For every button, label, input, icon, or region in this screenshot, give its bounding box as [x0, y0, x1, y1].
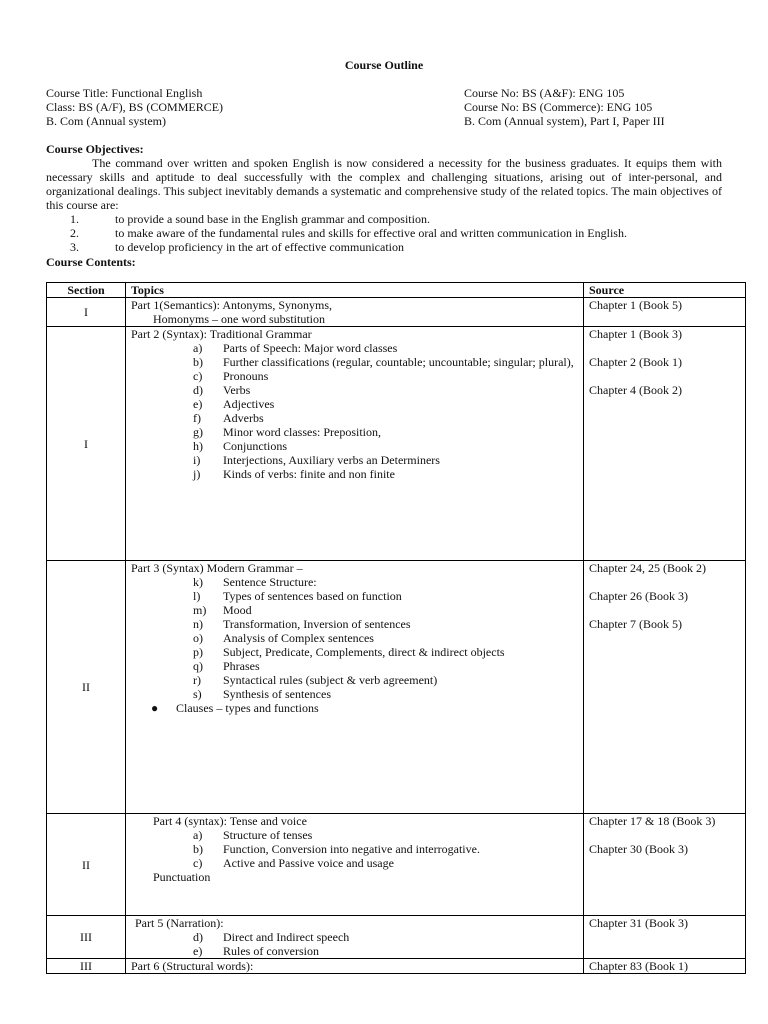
item-text: Interjections, Auxiliary verbs an Determiners	[223, 453, 440, 467]
objective-number: 3.	[70, 240, 79, 254]
source-line: Chapter 26 (Book 3)	[589, 589, 688, 603]
item-text: Function, Conversion into negative and interrogative.	[223, 842, 480, 856]
item-letter: s)	[193, 687, 202, 701]
header-topics: Topics	[126, 283, 584, 298]
objectives-heading: Course Objectives:	[46, 142, 144, 156]
class-line: Class: BS (A/F), BS (COMMERCE)	[46, 100, 224, 114]
table-row	[47, 327, 746, 561]
source-line: Chapter 1 (Book 3)	[589, 327, 682, 341]
item-text: Minor word classes: Preposition,	[223, 425, 381, 439]
source-cell	[584, 327, 746, 561]
topics-cell	[126, 298, 584, 327]
item-text: Verbs	[223, 383, 251, 397]
topic-item	[131, 425, 578, 439]
section-cell: III	[47, 916, 126, 959]
topic-item	[131, 617, 578, 631]
part-title: Part 6 (Structural words):	[131, 959, 254, 973]
topic-item	[131, 842, 578, 856]
topics-cell	[126, 814, 584, 916]
item-letter: b)	[193, 842, 203, 856]
item-text: Direct and Indirect speech	[223, 930, 350, 944]
topic-item	[131, 383, 578, 397]
objective-item	[46, 212, 722, 226]
item-text: Clauses – types and functions	[176, 701, 319, 715]
topic-item	[131, 930, 578, 944]
item-text: Synthesis of sentences	[223, 687, 331, 701]
item-letter: q)	[193, 659, 203, 673]
topic-item	[131, 341, 578, 355]
part-title: Part 5 (Narration):	[135, 916, 224, 930]
item-letter: e)	[193, 944, 203, 958]
topic-item	[131, 589, 578, 603]
item-text: Parts of Speech: Major word classes	[223, 341, 398, 355]
part-title: Part 3 (Syntax) Modern Grammar –	[131, 561, 303, 575]
item-text: Subject, Predicate, Complements, direct & indirect objects	[223, 645, 505, 659]
item-text: Types of sentences based on function	[223, 589, 402, 603]
course-no-commerce-line: Course No: BS (Commerce): ENG 105	[464, 100, 653, 114]
source-line: Chapter 2 (Book 1)	[589, 355, 682, 369]
item-text: Adjectives	[223, 397, 275, 411]
topic-item	[131, 355, 578, 369]
table-row	[47, 814, 746, 916]
item-letter: g)	[193, 425, 203, 439]
objective-text: to develop proficiency in the art of effective communication	[115, 240, 405, 254]
objective-number: 1.	[70, 212, 79, 226]
header-source: Source	[584, 283, 746, 298]
topics-cell	[126, 916, 584, 959]
table-row	[47, 916, 746, 959]
bullet-icon: ●	[151, 701, 159, 715]
item-text: Analysis of Complex sentences	[223, 631, 374, 645]
item-letter: f)	[193, 411, 201, 425]
topics-cell	[126, 327, 584, 561]
item-text: Pronouns	[223, 369, 269, 383]
table-header-row	[47, 283, 746, 298]
source-line: Chapter 30 (Book 3)	[589, 842, 688, 856]
item-letter: p)	[193, 645, 203, 659]
item-letter: k)	[193, 575, 203, 589]
source-line: Chapter 17 & 18 (Book 3)	[589, 814, 716, 828]
topic-item	[131, 944, 578, 958]
objectives-paragraph: The command over written and spoken English is now considered a necessity for the business graduates. It equips them with necessary skills and aptitude to deal successfully with the complex and challenging situations, arising out of inter-personal, and organizational dealings. This subject inevitably demands a systematic and comprehensive study of the related topics. The main objectives of this course are:	[46, 156, 722, 212]
topic-item	[131, 645, 578, 659]
course-meta-right	[464, 86, 665, 128]
topic-item	[131, 439, 578, 453]
table-row	[47, 959, 746, 974]
source-cell	[584, 814, 746, 916]
item-text: Phrases	[223, 659, 260, 673]
system-line: B. Com (Annual system)	[46, 114, 166, 128]
course-objectives	[46, 142, 722, 254]
topic-item	[131, 603, 578, 617]
part-title: Part 1(Semantics): Antonyms, Synonyms,	[131, 298, 332, 312]
item-letter: o)	[193, 631, 203, 645]
item-letter: a)	[193, 341, 203, 355]
topic-item	[131, 411, 578, 425]
item-letter: d)	[193, 930, 203, 944]
part-title-continued: Homonyms – one word substitution	[153, 312, 326, 326]
section-cell: II	[47, 814, 126, 916]
objective-text: to provide a sound base in the English grammar and composition.	[115, 212, 430, 226]
header-section: Section	[47, 283, 126, 298]
item-text: Transformation, Inversion of sentences	[223, 617, 411, 631]
item-letter: n)	[193, 617, 203, 631]
course-contents-table	[46, 282, 746, 974]
source-cell	[584, 561, 746, 814]
part-title: Part 4 (syntax): Tense and voice	[153, 814, 307, 828]
contents-heading: Course Contents:	[46, 255, 136, 269]
item-text: Active and Passive voice and usage	[223, 856, 394, 870]
course-no-af-line: Course No: BS (A&F): ENG 105	[464, 86, 625, 100]
objective-item	[46, 226, 722, 240]
item-letter: e)	[193, 397, 203, 411]
item-letter: c)	[193, 369, 203, 383]
item-letter: m)	[193, 603, 207, 617]
source-line: Chapter 4 (Book 2)	[589, 383, 682, 397]
item-text: Rules of conversion	[223, 944, 319, 958]
paper-line: B. Com (Annual system), Part I, Paper III	[464, 114, 665, 128]
topic-item	[131, 575, 578, 589]
section-cell: I	[47, 298, 126, 327]
table-row	[47, 561, 746, 814]
source-line: Chapter 31 (Book 3)	[589, 916, 688, 930]
item-text: Structure of tenses	[223, 828, 313, 842]
table-row	[47, 298, 746, 327]
item-letter: l)	[193, 589, 201, 603]
item-letter: i)	[193, 453, 201, 467]
section-cell: I	[47, 327, 126, 561]
item-text: Adverbs	[223, 411, 264, 425]
topics-cell	[126, 959, 584, 974]
source-line: Chapter 83 (Book 1)	[589, 959, 688, 973]
source-cell	[584, 298, 746, 327]
section-cell: III	[47, 959, 126, 974]
part-title: Part 2 (Syntax): Traditional Grammar	[131, 327, 312, 341]
topic-item	[131, 397, 578, 411]
topic-item	[131, 659, 578, 673]
objective-text: to make aware of the fundamental rules and skills for effective oral and written communication in English.	[115, 226, 627, 240]
bullet-item	[131, 701, 578, 715]
topic-item	[131, 828, 578, 842]
item-letter: b)	[193, 355, 203, 369]
source-cell	[584, 959, 746, 974]
item-text: Kinds of verbs: finite and non finite	[223, 467, 395, 481]
source-line: Chapter 1 (Book 5)	[589, 298, 682, 312]
section-cell: II	[47, 561, 126, 814]
item-letter: a)	[193, 828, 203, 842]
item-text: Sentence Structure:	[223, 575, 317, 589]
item-letter: h)	[193, 439, 203, 453]
topic-item	[131, 631, 578, 645]
item-text: Conjunctions	[223, 439, 288, 453]
course-meta-left	[46, 86, 223, 128]
item-text: Syntactical rules (subject & verb agreement)	[223, 673, 438, 687]
course-title-line: Course Title: Functional English	[46, 86, 203, 100]
topic-item	[131, 673, 578, 687]
objective-number: 2.	[70, 226, 79, 240]
topic-item	[131, 856, 578, 870]
item-letter: d)	[193, 383, 203, 397]
topic-item	[131, 687, 578, 701]
page-title: Course Outline	[344, 58, 424, 72]
topic-item	[131, 369, 578, 383]
item-letter: c)	[193, 856, 203, 870]
item-text: Mood	[223, 603, 252, 617]
objectives-list	[46, 212, 722, 254]
item-letter: j)	[193, 467, 201, 481]
topics-cell	[126, 561, 584, 814]
item-letter: r)	[193, 673, 201, 687]
item-text: Further classifications (regular, countable; uncountable; singular; plural),	[223, 355, 574, 369]
source-cell	[584, 916, 746, 959]
topic-item	[131, 453, 578, 467]
topic-item	[131, 467, 578, 481]
punctuation-topic: Punctuation	[153, 870, 211, 884]
objective-item	[46, 240, 722, 254]
source-line: Chapter 24, 25 (Book 2)	[589, 561, 706, 575]
source-line: Chapter 7 (Book 5)	[589, 617, 682, 631]
